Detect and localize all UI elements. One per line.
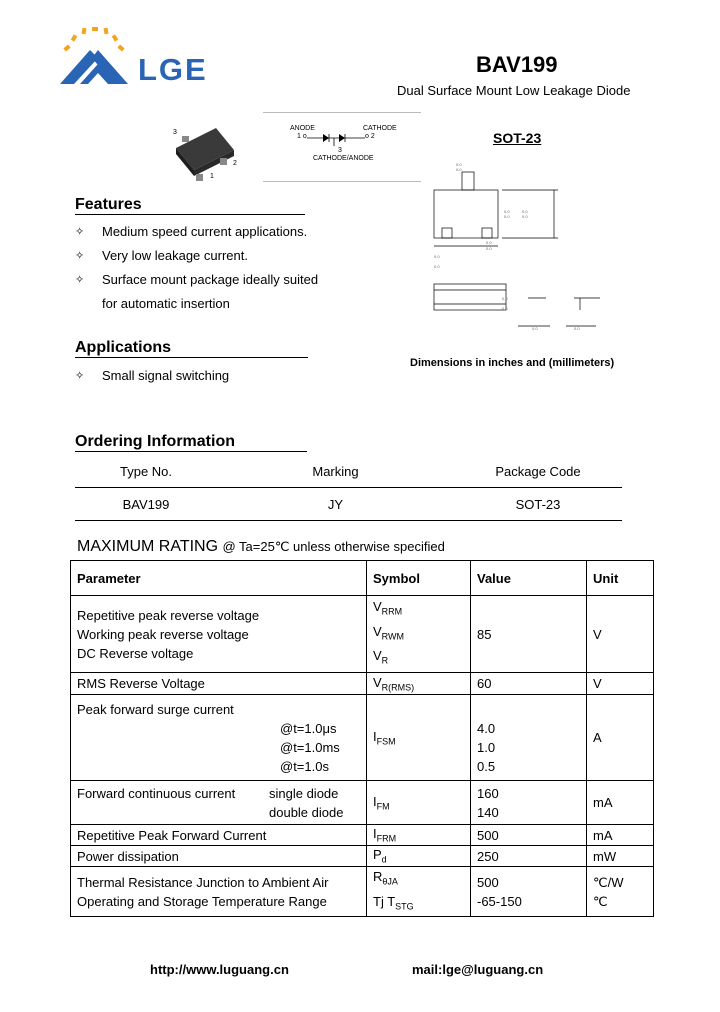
list-item: ✧ Surface mount package ideally suited: [75, 272, 319, 287]
ordering-table: [75, 455, 622, 521]
cell-parameter: Power dissipation: [71, 846, 367, 867]
pin-label-2: 2: [233, 160, 237, 167]
package-name: SOT-23: [493, 130, 542, 146]
cell-parameter: Repetitive Peak Forward Current: [71, 825, 367, 846]
applications-underline: [75, 357, 308, 358]
cell-symbol: $V_{R(RMS)}$: [367, 673, 471, 695]
svg-text:0.0: 0.0: [522, 214, 528, 219]
diamond-bullet-icon: ✧: [75, 226, 85, 238]
dimension-caption: Dimensions in inches and (millimeters): [410, 357, 615, 369]
list-item: ✧ Medium speed current applications.: [75, 224, 308, 239]
cell-value: 60: [471, 673, 587, 695]
cell-package-code: SOT-23: [454, 488, 622, 521]
cell-parameter: RMS Reverse Voltage: [71, 673, 367, 695]
cell-value: 500: [471, 825, 587, 846]
cell-symbol: $V_{RRM}$ $V_{RWM}$ $V_R$: [367, 596, 471, 673]
cell-symbol: $I_{FRM}$: [367, 825, 471, 846]
svg-text:0.0: 0.0: [502, 306, 508, 311]
diamond-bullet-icon: ✧: [75, 274, 85, 286]
diode-symbol: [305, 130, 367, 150]
table-row: [71, 695, 654, 781]
svg-text:0.0: 0.0: [486, 246, 492, 251]
features-underline: [75, 214, 305, 215]
cathode-pin: o 2: [365, 133, 375, 140]
table-row: [71, 867, 654, 917]
header-unit: Unit: [587, 561, 654, 596]
cell-symbol: $I_{FM}$: [367, 781, 471, 825]
pin-label-1: 1: [210, 173, 214, 180]
svg-text:0.0: 0.0: [456, 162, 462, 167]
svg-text:0.0: 0.0: [502, 296, 508, 301]
cell-type-no: BAV199: [75, 488, 217, 521]
common-label: CATHODE/ANODE: [313, 155, 374, 162]
svg-text:0.0: 0.0: [456, 167, 462, 172]
part-description: Dual Surface Mount Low Leakage Diode: [397, 83, 631, 98]
cathode-label: CATHODE: [363, 125, 397, 132]
svg-text:0.0: 0.0: [532, 326, 538, 331]
anode-label: ANODE: [290, 125, 315, 132]
features-list: [75, 224, 375, 320]
svg-text:0.0: 0.0: [504, 214, 510, 219]
pin-label-3: 3: [173, 129, 177, 136]
footer-email-link[interactable]: mail:lge@luguang.cn: [412, 962, 544, 977]
cell-parameter: Thermal Resistance Junction to Ambient Air Operating and Storage Temperature Range: [71, 867, 367, 917]
logo-text: LGE: [138, 52, 208, 87]
svg-text:0.0: 0.0: [522, 209, 528, 214]
cell-value: 160 140: [471, 781, 587, 825]
cell-parameter: Forward continuous current single diode double diode: [71, 781, 367, 825]
cell-value: 250: [471, 846, 587, 867]
cell-value: 500 -65-150: [471, 867, 587, 917]
diamond-bullet-icon: ✧: [75, 250, 85, 262]
table-row: [71, 825, 654, 846]
max-rating-table: [70, 560, 654, 917]
table-row: [71, 673, 654, 695]
applications-heading: Applications: [75, 339, 172, 356]
svg-text:0.0: 0.0: [434, 254, 440, 259]
center-pin: 3: [338, 147, 342, 154]
cell-unit: ℃/W ℃: [587, 867, 654, 917]
table-row: [75, 488, 622, 521]
cell-symbol: $R_{\theta JA}$ Tj $T_{STG}$: [367, 867, 471, 917]
svg-text:0.0: 0.0: [486, 240, 492, 245]
company-logo: [58, 24, 138, 90]
header-package-code: Package Code: [454, 455, 622, 488]
footer-website-link[interactable]: http://www.luguang.cn: [150, 962, 289, 977]
header-marking: Marking: [217, 455, 454, 488]
header-parameter: Parameter: [71, 561, 367, 596]
cell-unit: mW: [587, 846, 654, 867]
ordering-underline: [75, 451, 307, 452]
cell-parameter: Repetitive peak reverse voltage Working peak reverse voltage DC Reverse voltage: [71, 596, 367, 673]
cell-unit: mA: [587, 781, 654, 825]
max-rating-title: MAXIMUM RATING: [77, 538, 219, 555]
table-row: [71, 846, 654, 867]
table-row: [71, 596, 654, 673]
header-value: Value: [471, 561, 587, 596]
table-row: [71, 781, 654, 825]
svg-text:0.0: 0.0: [434, 264, 440, 269]
list-item: ✧ Small signal switching: [75, 368, 230, 383]
cell-unit: V: [587, 596, 654, 673]
svg-text:0.0: 0.0: [504, 209, 510, 214]
header-type-no: Type No.: [75, 455, 217, 488]
cell-unit: mA: [587, 825, 654, 846]
svg-text:0.0: 0.0: [574, 326, 580, 331]
anode-pin: 1 o: [297, 133, 307, 140]
ordering-heading: Ordering Information: [75, 433, 235, 450]
cell-parameter: Peak forward surge current @t=1.0μs @t=1.0ms @t=1.0s: [71, 695, 367, 781]
cell-unit: V: [587, 673, 654, 695]
cell-unit: A: [587, 695, 654, 781]
list-item: for automatic insertion: [102, 296, 230, 311]
cell-symbol: $I_{FSM}$: [367, 695, 471, 781]
package-dimension-drawing: [428, 158, 608, 338]
part-number-title: BAV199: [476, 52, 558, 77]
table-header-row: [75, 455, 622, 488]
cell-value: 4.0 1.0 0.5: [471, 695, 587, 781]
list-item: ✧ Very low leakage current.: [75, 248, 248, 263]
diamond-bullet-icon: ✧: [75, 370, 85, 382]
cell-value: 85: [471, 596, 587, 673]
max-rating-condition: @ Ta=25℃ unless otherwise specified: [222, 539, 445, 554]
table-header-row: [71, 561, 654, 596]
package-photo: [168, 120, 248, 190]
cell-marking: JY: [217, 488, 454, 521]
max-rating-heading: [77, 538, 445, 556]
cell-symbol: $P_d$: [367, 846, 471, 867]
features-heading: Features: [75, 196, 142, 213]
header-symbol: Symbol: [367, 561, 471, 596]
